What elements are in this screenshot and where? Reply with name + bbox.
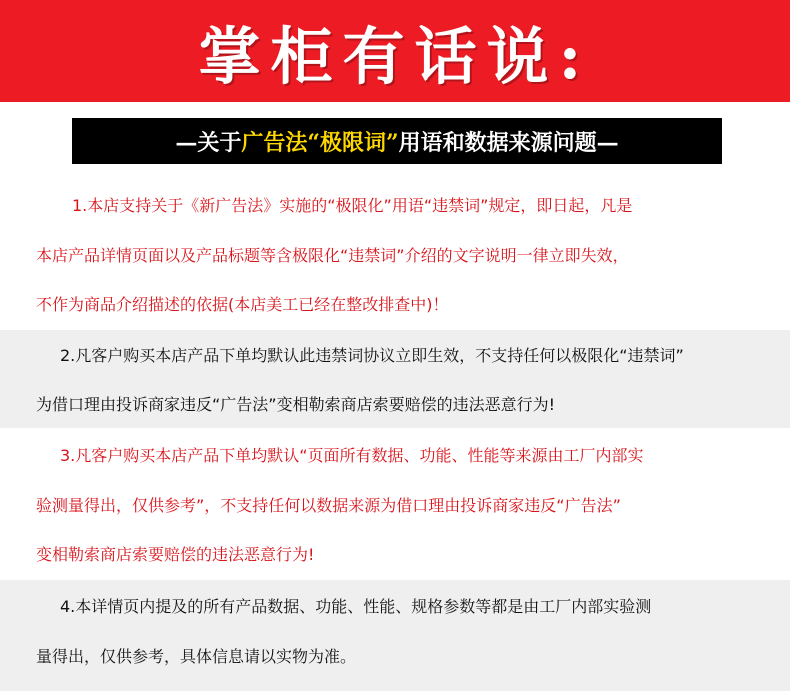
notice-1-line-1: 1.本店支持关于《新广告法》实施的“极限化”用语“违禁词”规定，即日起，凡是: [72, 196, 633, 215]
subtitle-suffix: 用语和数据来源问题—: [398, 129, 619, 156]
header-banner: [0, 0, 790, 102]
notice-1-line-3: 不作为商品介绍描述的依据(本店美工已经在整改排查中)！: [36, 295, 449, 314]
notice-2-line-2: 为借口理由投诉商家违反“广告法”变相勒索商店索要赔偿的违法恶意行为!: [36, 395, 555, 414]
notice-3-line-3: 变相勒索商店索要赔偿的违法恶意行为!: [36, 545, 315, 564]
notice-section-4: [0, 580, 790, 691]
subtitle-bar: [72, 118, 722, 164]
notice-4-line-1: 4.本详情页内提及的所有产品数据、功能、性能、规格参数等都是由工厂内部实验测: [60, 597, 652, 616]
subtitle-prefix: —关于: [175, 129, 242, 156]
banner-title: 掌柜有话说:: [198, 19, 592, 93]
notice-3-line-2: 验测量得出，仅供参考”，不支持任何以数据来源为借口理由投诉商家违反“广告法”: [36, 496, 621, 515]
notice-3-line-1: 3.凡客户购买本店产品下单均默认“页面所有数据、功能、性能等来源由工厂内部实: [60, 446, 644, 465]
notice-1-line-2: 本店产品详情页面以及产品标题等含极限化“违禁词”介绍的文字说明一律立即失效，: [36, 246, 629, 265]
notice-section-1: [0, 176, 790, 330]
notice-section-3: [0, 428, 790, 580]
notice-4-line-2: 量得出，仅供参考，具体信息请以实物为准。: [36, 647, 357, 666]
notice-2-line-1: 2.凡客户购买本店产品下单均默认此违禁词协议立即生效，不支持任何以极限化“违禁词”: [60, 346, 684, 365]
subtitle-highlight: 广告法“极限词”: [241, 129, 399, 156]
notice-section-2: [0, 330, 790, 428]
